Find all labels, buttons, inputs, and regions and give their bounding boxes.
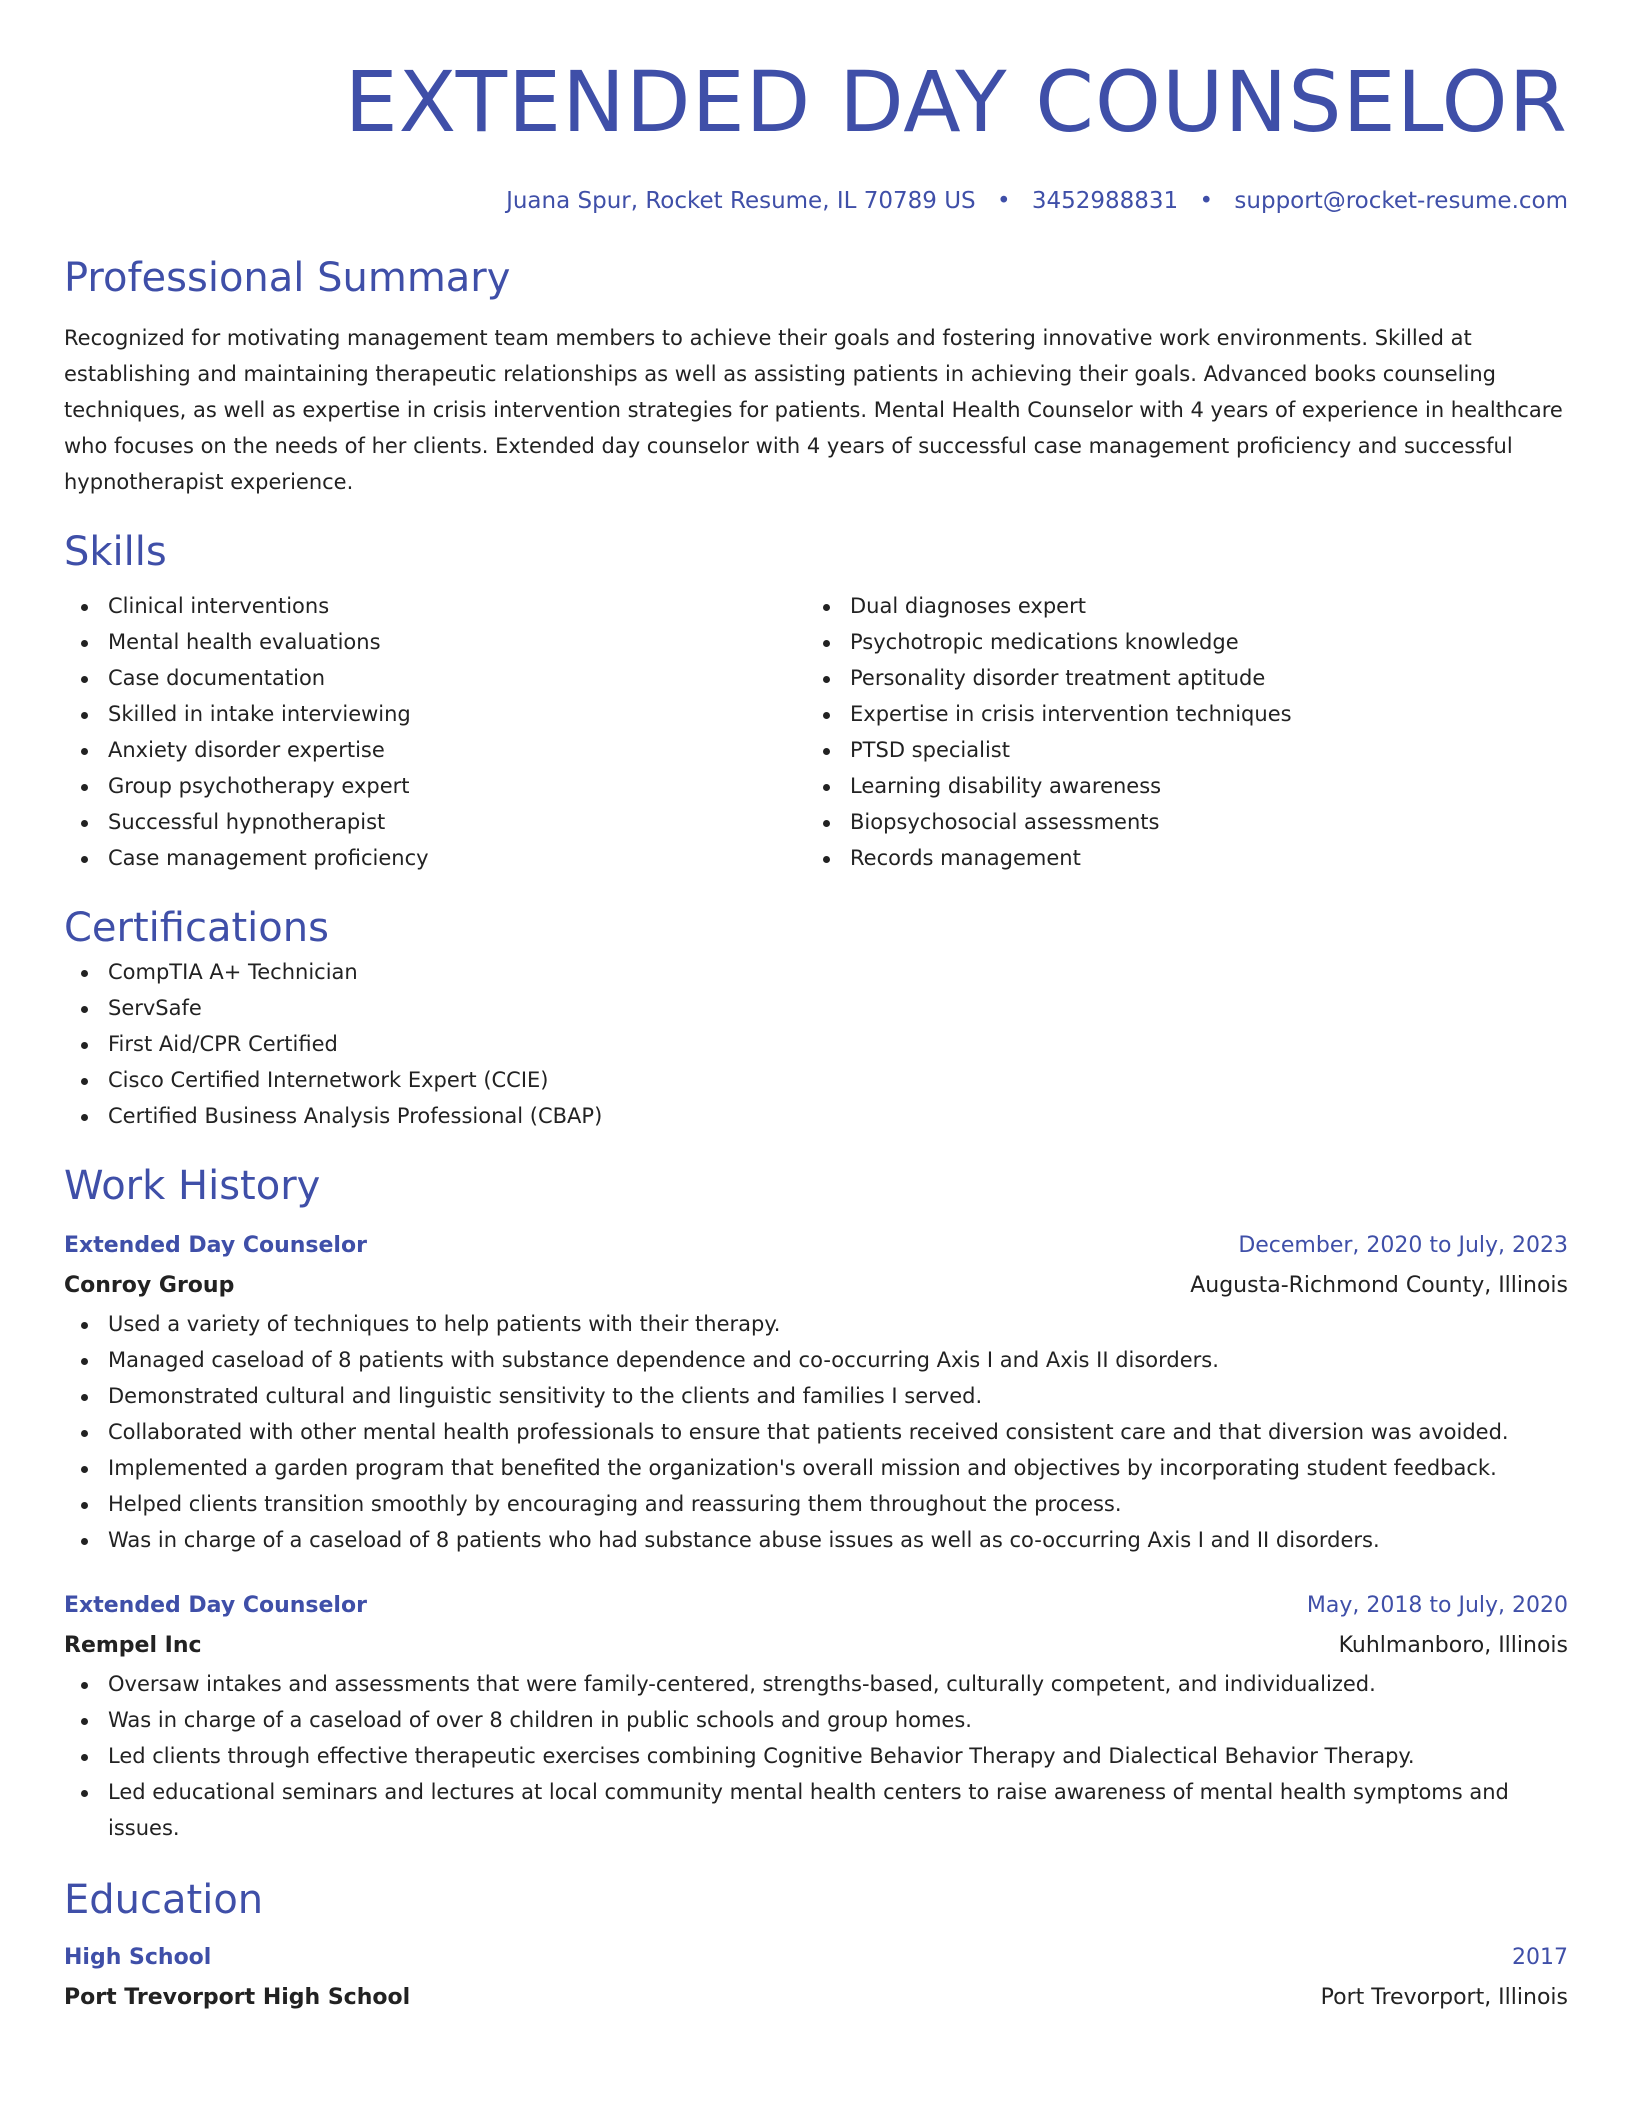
education-degree: High School [64, 1945, 212, 1970]
contact-separator: • [1199, 188, 1214, 214]
contact-phone: 3452988831 [1031, 188, 1179, 214]
job-bullet: Led clients through effective therapeutic exercises combining Cognitive Behavior Therapy and Dialectical Behavior Therapy. [64, 1738, 1568, 1774]
skill-item: Case management proficiency [64, 840, 806, 876]
job-bullets [64, 1306, 1568, 1558]
work-history-section [64, 1160, 1568, 1846]
education-school: Port Trevorport High School [64, 1985, 411, 2010]
job-company-row [64, 1266, 1568, 1306]
skill-item: Learning disability awareness [806, 768, 1548, 804]
skill-item: Skilled in intake interviewing [64, 696, 806, 732]
skill-item: Dual diagnoses expert [806, 588, 1548, 624]
job-bullet: Used a variety of techniques to help patients with their therapy. [64, 1306, 1568, 1342]
job-bullet: Was in charge of a caseload of over 8 children in public schools and group homes. [64, 1702, 1568, 1738]
skill-item: Expertise in crisis intervention techniques [806, 696, 1548, 732]
job-bullet: Led educational seminars and lectures at local community mental health centers to raise awareness of mental health symptoms and issues. [64, 1774, 1568, 1846]
certification-item: CompTIA A+ Technician [64, 954, 1568, 990]
skill-item: Personality disorder treatment aptitude [806, 660, 1548, 696]
skill-item: Records management [806, 840, 1548, 876]
job-location: Augusta-Richmond County, Illinois [1190, 1273, 1568, 1298]
work-history-heading: Work History [64, 1163, 321, 1209]
skills-column-right [806, 588, 1548, 876]
summary-text: Recognized for motivating management team members to achieve their goals and fostering innovative work environments. Skilled at establishing and maintaining therapeutic relationships as well as assisting patients in achieving their goals. Advanced books counseling techniques, as well as expertise in crisis intervention strategies for patients. Mental Health Counselor with 4 years of experience in healthcare who focuses on the needs of her clients. Extended day counselor with 4 years of successful case management proficiency and successful hypnotherapist experience. [64, 326, 1563, 494]
education-year: 2017 [1512, 1945, 1568, 1970]
skill-item: PTSD specialist [806, 732, 1548, 768]
job-company: Rempel Inc [64, 1633, 202, 1658]
job-bullet: Demonstrated cultural and linguistic sensitivity to the clients and families I served. [64, 1378, 1568, 1414]
job-dates: May, 2018 to July, 2020 [1306, 1593, 1568, 1618]
resume-title: EXTENDED DAY COUNSELOR [344, 53, 1568, 151]
job-entry [64, 1586, 1568, 1846]
certification-item: Cisco Certified Internetwork Expert (CCIE) [64, 1062, 1568, 1098]
skill-item: Psychotropic medications knowledge [806, 624, 1548, 660]
skills-list-right [806, 588, 1548, 876]
skill-item: Mental health evaluations [64, 624, 806, 660]
certification-item: ServSafe [64, 990, 1568, 1026]
education-header-row [64, 1938, 1568, 1978]
job-bullet: Was in charge of a caseload of 8 patients who had substance abuse issues as well as co-occurring Axis I and II disorders. [64, 1522, 1568, 1558]
skill-item: Biopsychosocial assessments [806, 804, 1548, 840]
job-bullet: Implemented a garden program that benefited the organization's overall mission and objectives by incorporating student feedback. [64, 1450, 1568, 1486]
certification-item: First Aid/CPR Certified [64, 1026, 1568, 1062]
skills-heading: Skills [64, 529, 167, 575]
job-bullet: Managed caseload of 8 patients with substance dependence and co-occurring Axis I and Axis II disorders. [64, 1342, 1568, 1378]
certification-item: Certified Business Analysis Professional (CBAP) [64, 1098, 1568, 1134]
skill-item: Case documentation [64, 660, 806, 696]
resume-header [64, 52, 1568, 216]
skill-item: Clinical interventions [64, 588, 806, 624]
contact-line [64, 186, 1568, 216]
skill-item: Successful hypnotherapist [64, 804, 806, 840]
education-section [64, 1874, 1568, 2018]
job-dates: December, 2020 to July, 2023 [1238, 1233, 1568, 1258]
job-header-row [64, 1586, 1568, 1626]
certifications-section [64, 902, 1568, 1134]
job-company-row [64, 1626, 1568, 1666]
job-role: Extended Day Counselor [64, 1593, 367, 1618]
certifications-list [64, 954, 1568, 1134]
job-bullet: Helped clients transition smoothly by encouraging and reassuring them throughout the process. [64, 1486, 1568, 1522]
job-bullets [64, 1666, 1568, 1846]
job-entry [64, 1226, 1568, 1558]
job-company: Conroy Group [64, 1273, 235, 1298]
education-school-row [64, 1978, 1568, 2018]
job-location: Kuhlmanboro, Illinois [1338, 1633, 1568, 1658]
contact-separator: • [996, 188, 1011, 214]
contact-email: support@rocket-resume.com [1234, 188, 1568, 214]
summary-section [64, 252, 1568, 500]
education-entry [64, 1938, 1568, 2018]
job-bullet: Collaborated with other mental health professionals to ensure that patients received consistent care and that diversion was avoided. [64, 1414, 1568, 1450]
education-location: Port Trevorport, Illinois [1320, 1985, 1568, 2010]
skills-column-left [64, 588, 806, 876]
summary-heading: Professional Summary [64, 255, 511, 301]
skills-section [64, 526, 1568, 876]
education-heading: Education [64, 1877, 264, 1923]
contact-address: Juana Spur, Rocket Resume, IL 70789 US [506, 188, 976, 214]
certifications-heading: Certifications [64, 905, 329, 951]
job-role: Extended Day Counselor [64, 1233, 367, 1258]
job-bullet: Oversaw intakes and assessments that were family-centered, strengths-based, culturally competent, and individualized. [64, 1666, 1568, 1702]
skills-list-left [64, 588, 806, 876]
skill-item: Group psychotherapy expert [64, 768, 806, 804]
skill-item: Anxiety disorder expertise [64, 732, 806, 768]
skills-grid [64, 588, 1568, 876]
job-header-row [64, 1226, 1568, 1266]
